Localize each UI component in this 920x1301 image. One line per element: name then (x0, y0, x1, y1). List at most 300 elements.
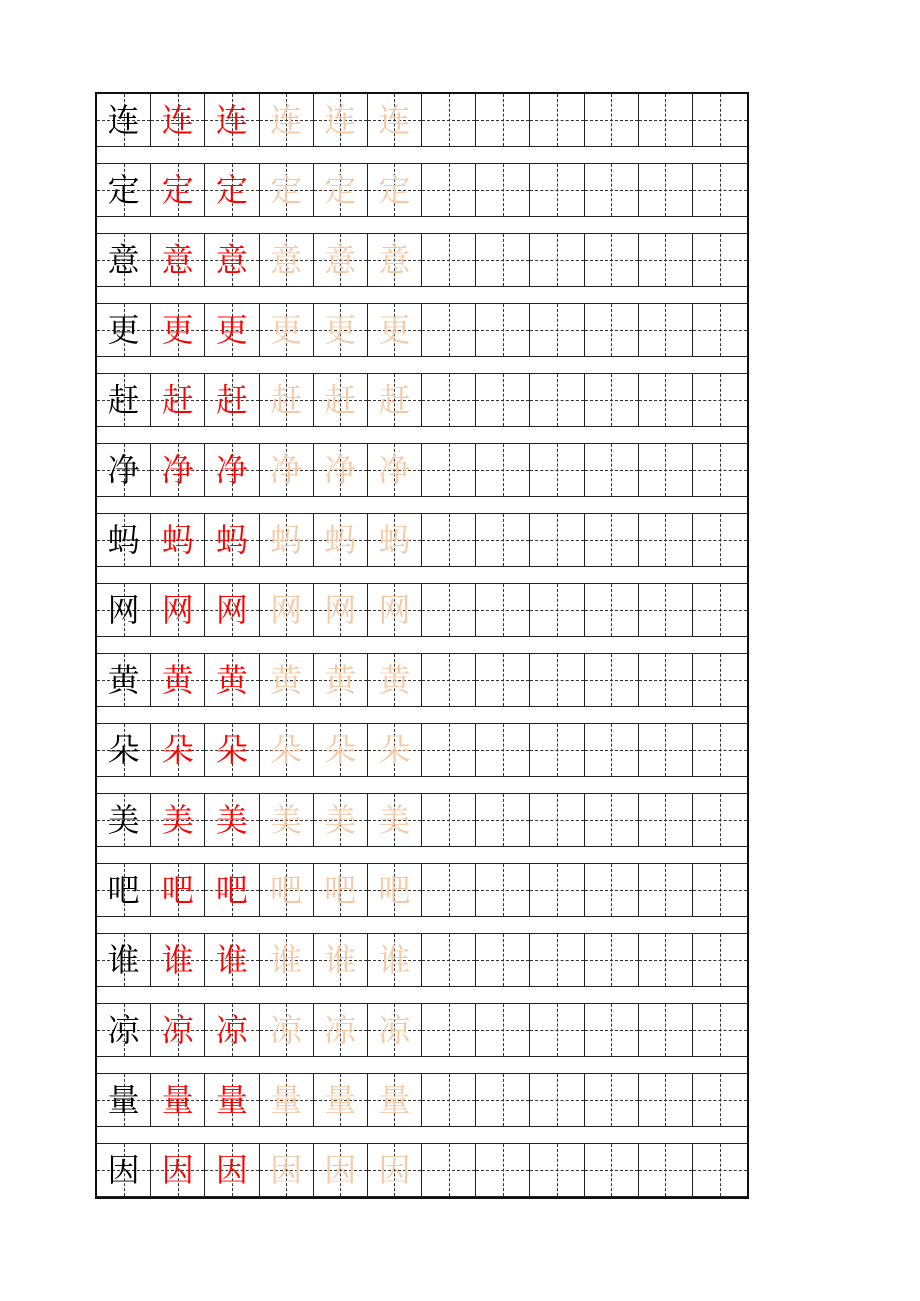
red-example-cell (205, 724, 259, 776)
tracing-cell (260, 234, 314, 286)
blank-practice-cell (530, 724, 584, 776)
red-example-cell (151, 934, 205, 986)
red-example-cell (205, 94, 259, 146)
blank-practice-cell (530, 94, 584, 146)
blank-practice-cell (530, 584, 584, 636)
model-character-cell (97, 94, 151, 146)
tracing-cell (368, 1074, 422, 1126)
tracing-character: 吧 (270, 871, 303, 909)
tracing-cell (260, 164, 314, 216)
tracing-character: 意 (378, 241, 411, 279)
blank-practice-cell (476, 1074, 530, 1126)
row-spacer (97, 217, 747, 234)
blank-practice-cell (476, 94, 530, 146)
blank-practice-cell (476, 444, 530, 496)
blank-practice-cell (585, 1074, 639, 1126)
tracing-character: 网 (378, 591, 411, 629)
red-example-cell (151, 1074, 205, 1126)
red-example-cell (205, 1004, 259, 1056)
blank-practice-cell (693, 864, 747, 916)
tracing-character: 定 (378, 171, 411, 209)
red-example-character: 美 (161, 801, 194, 839)
tracing-character: 朵 (270, 731, 303, 769)
red-example-character: 连 (161, 101, 194, 139)
tracing-cell (260, 584, 314, 636)
blank-practice-cell (530, 374, 584, 426)
red-example-character: 蚂 (161, 521, 194, 559)
blank-practice-cell (530, 1144, 584, 1196)
row-spacer (97, 287, 747, 304)
blank-practice-cell (585, 374, 639, 426)
row-spacer (97, 637, 747, 654)
blank-practice-cell (639, 164, 693, 216)
tracing-character: 凉 (324, 1011, 357, 1049)
handwriting-practice-grid (95, 92, 749, 1199)
tracing-character: 黄 (378, 661, 411, 699)
tracing-cell (314, 234, 368, 286)
tracing-cell (368, 934, 422, 986)
blank-practice-cell (476, 164, 530, 216)
model-character-cell (97, 1144, 151, 1196)
model-character: 谁 (107, 941, 140, 979)
red-example-cell (205, 934, 259, 986)
row-spacer (97, 1057, 747, 1074)
red-example-cell (205, 1144, 259, 1196)
tracing-cell (314, 514, 368, 566)
tracing-character: 赶 (378, 381, 411, 419)
tracing-cell (368, 304, 422, 356)
red-example-cell (151, 304, 205, 356)
blank-practice-cell (639, 234, 693, 286)
tracing-character: 朵 (324, 731, 357, 769)
tracing-cell (260, 654, 314, 706)
tracing-character: 凉 (270, 1011, 303, 1049)
blank-practice-cell (639, 1004, 693, 1056)
tracing-cell (314, 654, 368, 706)
red-example-character: 凉 (215, 1011, 248, 1049)
blank-practice-cell (693, 164, 747, 216)
tracing-character: 美 (378, 801, 411, 839)
red-example-character: 赶 (215, 381, 248, 419)
tracing-character: 美 (270, 801, 303, 839)
blank-practice-cell (422, 654, 476, 706)
red-example-cell (151, 864, 205, 916)
blank-practice-cell (693, 1074, 747, 1126)
blank-practice-cell (639, 444, 693, 496)
blank-practice-cell (639, 514, 693, 566)
blank-practice-cell (639, 794, 693, 846)
tracing-character: 净 (378, 451, 411, 489)
red-example-cell (205, 1074, 259, 1126)
practice-row (97, 514, 747, 567)
tracing-character: 朵 (378, 731, 411, 769)
practice-row (97, 94, 747, 147)
red-example-character: 吧 (161, 871, 194, 909)
practice-row (97, 1004, 747, 1057)
tracing-cell (260, 1144, 314, 1196)
red-example-character: 赶 (161, 381, 194, 419)
row-spacer (97, 1127, 747, 1144)
red-example-cell (205, 514, 259, 566)
blank-practice-cell (585, 934, 639, 986)
tracing-character: 谁 (378, 941, 411, 979)
red-example-cell (205, 234, 259, 286)
blank-practice-cell (585, 304, 639, 356)
blank-practice-cell (585, 164, 639, 216)
blank-practice-cell (693, 654, 747, 706)
model-character-cell (97, 654, 151, 706)
red-example-cell (205, 374, 259, 426)
tracing-character: 更 (378, 311, 411, 349)
tracing-cell (260, 934, 314, 986)
tracing-character: 量 (324, 1081, 357, 1119)
blank-practice-cell (585, 794, 639, 846)
red-example-character: 因 (161, 1151, 194, 1189)
red-example-cell (151, 724, 205, 776)
tracing-character: 定 (270, 171, 303, 209)
blank-practice-cell (639, 1144, 693, 1196)
blank-practice-cell (693, 584, 747, 636)
blank-practice-cell (476, 234, 530, 286)
tracing-cell (314, 724, 368, 776)
tracing-cell (314, 794, 368, 846)
blank-practice-cell (422, 1074, 476, 1126)
row-spacer (97, 707, 747, 724)
blank-practice-cell (639, 1074, 693, 1126)
red-example-cell (151, 584, 205, 636)
red-example-cell (151, 444, 205, 496)
model-character: 蚂 (107, 521, 140, 559)
row-spacer (97, 147, 747, 164)
tracing-character: 赶 (270, 381, 303, 419)
row-spacer (97, 567, 747, 584)
blank-practice-cell (639, 374, 693, 426)
blank-practice-cell (476, 654, 530, 706)
model-character-cell (97, 374, 151, 426)
model-character: 量 (107, 1081, 140, 1119)
tracing-cell (314, 94, 368, 146)
tracing-character: 黄 (324, 661, 357, 699)
red-example-character: 因 (215, 1151, 248, 1189)
tracing-cell (260, 864, 314, 916)
red-example-cell (205, 444, 259, 496)
model-character: 意 (107, 241, 140, 279)
red-example-character: 网 (215, 591, 248, 629)
blank-practice-cell (422, 934, 476, 986)
practice-row (97, 864, 747, 917)
blank-practice-cell (693, 374, 747, 426)
blank-practice-cell (422, 514, 476, 566)
blank-practice-cell (422, 164, 476, 216)
practice-row (97, 304, 747, 357)
red-example-character: 美 (215, 801, 248, 839)
tracing-character: 赶 (324, 381, 357, 419)
model-character: 定 (107, 171, 140, 209)
red-example-character: 网 (161, 591, 194, 629)
red-example-character: 更 (215, 311, 248, 349)
blank-practice-cell (639, 304, 693, 356)
tracing-character: 量 (378, 1081, 411, 1119)
model-character: 凉 (107, 1011, 140, 1049)
tracing-character: 凉 (378, 1011, 411, 1049)
blank-practice-cell (693, 94, 747, 146)
tracing-character: 吧 (378, 871, 411, 909)
tracing-character: 量 (270, 1081, 303, 1119)
red-example-cell (151, 374, 205, 426)
practice-row (97, 794, 747, 847)
practice-row (97, 374, 747, 427)
tracing-cell (260, 94, 314, 146)
red-example-character: 定 (161, 171, 194, 209)
blank-practice-cell (585, 584, 639, 636)
tracing-character: 更 (270, 311, 303, 349)
red-example-character: 黄 (215, 661, 248, 699)
model-character: 黄 (107, 661, 140, 699)
red-example-character: 谁 (161, 941, 194, 979)
blank-practice-cell (476, 934, 530, 986)
practice-row (97, 654, 747, 707)
tracing-character: 蚂 (378, 521, 411, 559)
blank-practice-cell (693, 1004, 747, 1056)
model-character: 更 (107, 311, 140, 349)
model-character-cell (97, 1074, 151, 1126)
tracing-cell (314, 374, 368, 426)
tracing-cell (260, 724, 314, 776)
tracing-character: 蚂 (324, 521, 357, 559)
red-example-cell (151, 94, 205, 146)
blank-practice-cell (585, 654, 639, 706)
blank-practice-cell (639, 584, 693, 636)
blank-practice-cell (639, 654, 693, 706)
red-example-character: 连 (215, 101, 248, 139)
tracing-cell (368, 724, 422, 776)
tracing-character: 网 (270, 591, 303, 629)
red-example-character: 黄 (161, 661, 194, 699)
row-spacer (97, 357, 747, 374)
tracing-cell (368, 654, 422, 706)
tracing-cell (260, 444, 314, 496)
blank-practice-cell (422, 794, 476, 846)
tracing-cell (260, 1074, 314, 1126)
tracing-cell (368, 234, 422, 286)
blank-practice-cell (639, 864, 693, 916)
practice-row (97, 724, 747, 777)
blank-practice-cell (639, 934, 693, 986)
red-example-character: 更 (161, 311, 194, 349)
tracing-cell (314, 934, 368, 986)
blank-practice-cell (476, 1004, 530, 1056)
model-character-cell (97, 584, 151, 636)
tracing-cell (314, 584, 368, 636)
tracing-character: 蚂 (270, 521, 303, 559)
tracing-character: 谁 (270, 941, 303, 979)
blank-practice-cell (585, 1004, 639, 1056)
red-example-character: 吧 (215, 871, 248, 909)
tracing-character: 意 (270, 241, 303, 279)
blank-practice-cell (422, 864, 476, 916)
tracing-character: 谁 (324, 941, 357, 979)
red-example-cell (151, 514, 205, 566)
model-character-cell (97, 1004, 151, 1056)
blank-practice-cell (476, 794, 530, 846)
blank-practice-cell (476, 374, 530, 426)
blank-practice-cell (693, 444, 747, 496)
blank-practice-cell (693, 304, 747, 356)
practice-row (97, 584, 747, 637)
tracing-cell (368, 94, 422, 146)
model-character-cell (97, 934, 151, 986)
practice-row (97, 934, 747, 987)
tracing-cell (314, 1144, 368, 1196)
blank-practice-cell (585, 94, 639, 146)
blank-practice-cell (476, 584, 530, 636)
model-character: 吧 (107, 871, 140, 909)
blank-practice-cell (693, 1144, 747, 1196)
model-character: 净 (107, 451, 140, 489)
red-example-cell (151, 234, 205, 286)
red-example-cell (205, 164, 259, 216)
blank-practice-cell (476, 514, 530, 566)
red-example-cell (205, 584, 259, 636)
blank-practice-cell (693, 514, 747, 566)
blank-practice-cell (422, 234, 476, 286)
blank-practice-cell (422, 374, 476, 426)
blank-practice-cell (693, 234, 747, 286)
red-example-cell (151, 794, 205, 846)
blank-practice-cell (422, 1004, 476, 1056)
red-example-cell (151, 164, 205, 216)
blank-practice-cell (530, 934, 584, 986)
blank-practice-cell (530, 794, 584, 846)
blank-practice-cell (585, 864, 639, 916)
tracing-character: 连 (324, 101, 357, 139)
row-spacer (97, 777, 747, 794)
red-example-cell (151, 1004, 205, 1056)
red-example-character: 量 (161, 1081, 194, 1119)
model-character-cell (97, 514, 151, 566)
tracing-cell (368, 864, 422, 916)
model-character: 因 (107, 1151, 140, 1189)
row-spacer (97, 987, 747, 1004)
model-character: 连 (107, 101, 140, 139)
model-character-cell (97, 794, 151, 846)
row-spacer (97, 427, 747, 444)
red-example-character: 量 (215, 1081, 248, 1119)
red-example-cell (205, 864, 259, 916)
red-example-character: 意 (161, 241, 194, 279)
blank-practice-cell (530, 514, 584, 566)
blank-practice-cell (585, 444, 639, 496)
tracing-character: 净 (324, 451, 357, 489)
tracing-cell (368, 514, 422, 566)
tracing-cell (314, 304, 368, 356)
blank-practice-cell (422, 724, 476, 776)
red-example-character: 蚂 (215, 521, 248, 559)
tracing-cell (368, 374, 422, 426)
blank-practice-cell (422, 1144, 476, 1196)
model-character: 美 (107, 801, 140, 839)
red-example-character: 朵 (161, 731, 194, 769)
blank-practice-cell (530, 654, 584, 706)
blank-practice-cell (476, 724, 530, 776)
red-example-cell (205, 794, 259, 846)
model-character: 网 (107, 591, 140, 629)
blank-practice-cell (530, 234, 584, 286)
tracing-character: 因 (324, 1151, 357, 1189)
red-example-cell (151, 1144, 205, 1196)
blank-practice-cell (639, 94, 693, 146)
red-example-cell (151, 654, 205, 706)
red-example-character: 净 (161, 451, 194, 489)
blank-practice-cell (530, 1074, 584, 1126)
tracing-cell (368, 1144, 422, 1196)
red-example-cell (205, 654, 259, 706)
practice-row (97, 234, 747, 287)
tracing-cell (314, 444, 368, 496)
blank-practice-cell (530, 164, 584, 216)
row-spacer (97, 847, 747, 864)
tracing-cell (314, 864, 368, 916)
blank-practice-cell (422, 444, 476, 496)
tracing-cell (368, 444, 422, 496)
practice-row (97, 1074, 747, 1127)
tracing-character: 因 (270, 1151, 303, 1189)
practice-row (97, 164, 747, 217)
blank-practice-cell (585, 514, 639, 566)
tracing-cell (260, 1004, 314, 1056)
blank-practice-cell (476, 864, 530, 916)
practice-row (97, 444, 747, 497)
tracing-character: 美 (324, 801, 357, 839)
tracing-character: 因 (378, 1151, 411, 1189)
blank-practice-cell (476, 1144, 530, 1196)
blank-practice-cell (693, 934, 747, 986)
tracing-cell (260, 374, 314, 426)
model-character-cell (97, 444, 151, 496)
model-character-cell (97, 234, 151, 286)
red-example-cell (205, 304, 259, 356)
tracing-cell (368, 584, 422, 636)
blank-practice-cell (530, 1004, 584, 1056)
blank-practice-cell (476, 304, 530, 356)
tracing-cell (314, 1074, 368, 1126)
tracing-character: 吧 (324, 871, 357, 909)
blank-practice-cell (585, 234, 639, 286)
red-example-character: 意 (215, 241, 248, 279)
tracing-cell (368, 794, 422, 846)
tracing-cell (260, 304, 314, 356)
tracing-character: 更 (324, 311, 357, 349)
model-character-cell (97, 724, 151, 776)
tracing-cell (314, 164, 368, 216)
practice-row (97, 1144, 747, 1197)
blank-practice-cell (693, 794, 747, 846)
row-spacer (97, 917, 747, 934)
tracing-cell (260, 514, 314, 566)
blank-practice-cell (639, 724, 693, 776)
tracing-character: 网 (324, 591, 357, 629)
tracing-cell (368, 164, 422, 216)
tracing-cell (260, 794, 314, 846)
tracing-character: 净 (270, 451, 303, 489)
tracing-character: 黄 (270, 661, 303, 699)
blank-practice-cell (530, 444, 584, 496)
blank-practice-cell (585, 1144, 639, 1196)
tracing-character: 连 (378, 101, 411, 139)
blank-practice-cell (585, 724, 639, 776)
blank-practice-cell (422, 304, 476, 356)
model-character: 赶 (107, 381, 140, 419)
